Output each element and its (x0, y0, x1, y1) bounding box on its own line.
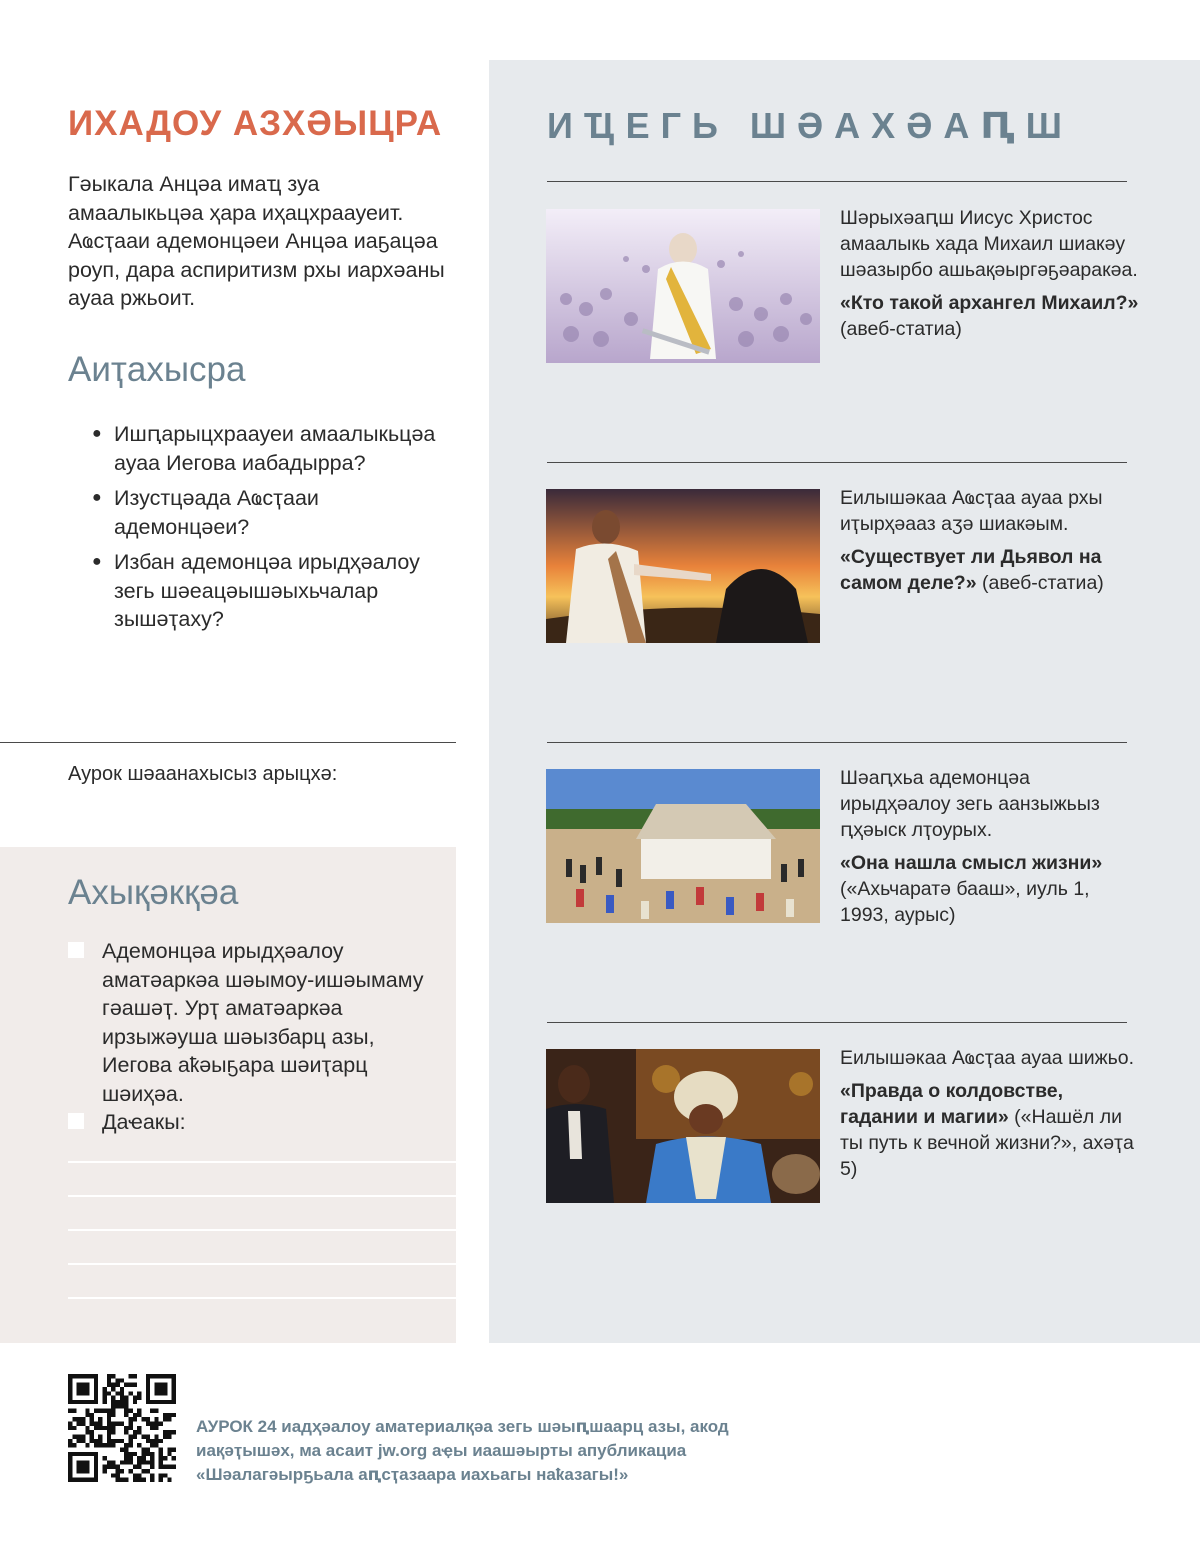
review-title: Аиҭахысра (68, 350, 246, 389)
divider (0, 742, 456, 743)
summary-title: ИХАДОУ АЗХӘЫЦРА (68, 104, 443, 143)
goal-item-text: Адемонцәа ирыдҳәалоу аматәаркәа шәымоу-ишәымаму гәашәҭ. Урҭ аматәаркәа ирзыжәуша шәызбарц азы, Иегова аҟәыҕара шәиҭарц шәиҳәа. (102, 939, 424, 1106)
entry-reference[interactable] (840, 544, 1140, 596)
divider (547, 462, 1127, 463)
summary-text: Гәыкала Анцәа имаҵ зуа амаалыкьцәа ҳара иҳацхраауеит. Аҩсҭааи адемонцәеи Анцәа иаҕацәа роуп, дара аспиритизм рхы иархәаны ауаа ржьоит. (68, 172, 445, 310)
divider (547, 742, 1127, 743)
goal-title: Ахықәкқәа (68, 873, 239, 912)
entry-ref-source: (авеб-статиа) (840, 318, 962, 340)
review-question: ● Избан адемонцәа ирыдҳәалоу зегь шәеацәышәыхьчалар зышәҭаху? (92, 548, 452, 634)
explore-entry (840, 485, 1140, 596)
entry-ref-source: («Ахьчаратә бааш», иуль 1, 1993, аурыс) (840, 878, 1090, 926)
entry-ref-title[interactable]: «Правда о колдовстве, гадании и магии» (840, 1080, 1064, 1128)
jesus-rebuking-devil-image (546, 489, 820, 643)
goal-item (68, 937, 428, 1108)
writing-line[interactable] (68, 1297, 456, 1299)
entry-ref-title[interactable]: «Кто такой архангел Михаил?» (840, 292, 1139, 314)
lesson-date-label: Аурок шәаанахысыз арыцхә: (68, 763, 338, 785)
goal-checkbox[interactable] (68, 1113, 84, 1129)
archangel-with-angels-image (546, 209, 820, 363)
entry-reference[interactable] (840, 850, 1140, 928)
entry-ref-source: (авеб-статиа) (981, 572, 1104, 594)
entry-ref-source: («Нашёл ли ты путь к вечной жизни?», ахәҭа 5) (840, 1106, 1134, 1180)
explore-title: ИҴЕГЬ ШӘАХӘАԤШ (547, 105, 1073, 146)
writing-line[interactable] (68, 1161, 456, 1163)
witch-doctor-image (546, 1049, 820, 1203)
crowd-building-site-image (546, 769, 820, 923)
entry-description: Еилышәкаа Аҩсҭаа ауаа рхы иҭырҳәааз аӡә шиакәым. (840, 487, 1103, 535)
review-list (92, 420, 452, 641)
goal-checkbox[interactable] (68, 942, 84, 958)
entry-ref-title[interactable]: «Существует ли Дьявол на самом деле?» (840, 546, 1102, 594)
entry-reference[interactable] (840, 290, 1140, 342)
footer-text: АУРОК 24 иадҳәалоу аматериалқәа зегь шәыԥшаарц азы, акод иақәҭышәх, ма асаит jw.org аҿы иаашәырты апубликациа «Шәалагәырҕьала аԥсҭазаара иахьагы наҟазагы!» (196, 1417, 729, 1484)
explore-entry (840, 205, 1140, 342)
entry-ref-title[interactable]: «Она нашла смысл жизни» (840, 852, 1103, 874)
goal-item-other (68, 1108, 428, 1137)
entry-description: Шәаԥхьа адемонцәа ирыдҳәалоу зегь аанзыжьыз ԥҳәыск лҭоурых. (840, 767, 1100, 841)
writing-line[interactable] (68, 1195, 456, 1197)
goal-item-text: Даҽакы: (102, 1110, 186, 1134)
review-question: ● Ишԥарыцхраауеи амаалыкьцәа ауаа Иегова иабадырра? (92, 420, 452, 477)
entry-description: Еилышәкаа Аҩсҭаа ауаа шижьо. (840, 1047, 1135, 1069)
qr-code-icon[interactable] (68, 1374, 176, 1482)
divider (547, 181, 1127, 182)
explore-entry (840, 1045, 1140, 1182)
entry-reference[interactable] (840, 1078, 1140, 1182)
entry-description: Шәрыхәаԥш Иисус Христос амаалыкь хада Михаил шиакәу шәазырбо ашьақәыргәҕәаракәа. (840, 207, 1138, 281)
divider (547, 1022, 1127, 1023)
writing-line[interactable] (68, 1263, 456, 1265)
explore-entry (840, 765, 1140, 928)
review-question: ● Изустцәада Аҩсҭааи адемонцәеи? (92, 484, 452, 541)
writing-line[interactable] (68, 1229, 456, 1231)
